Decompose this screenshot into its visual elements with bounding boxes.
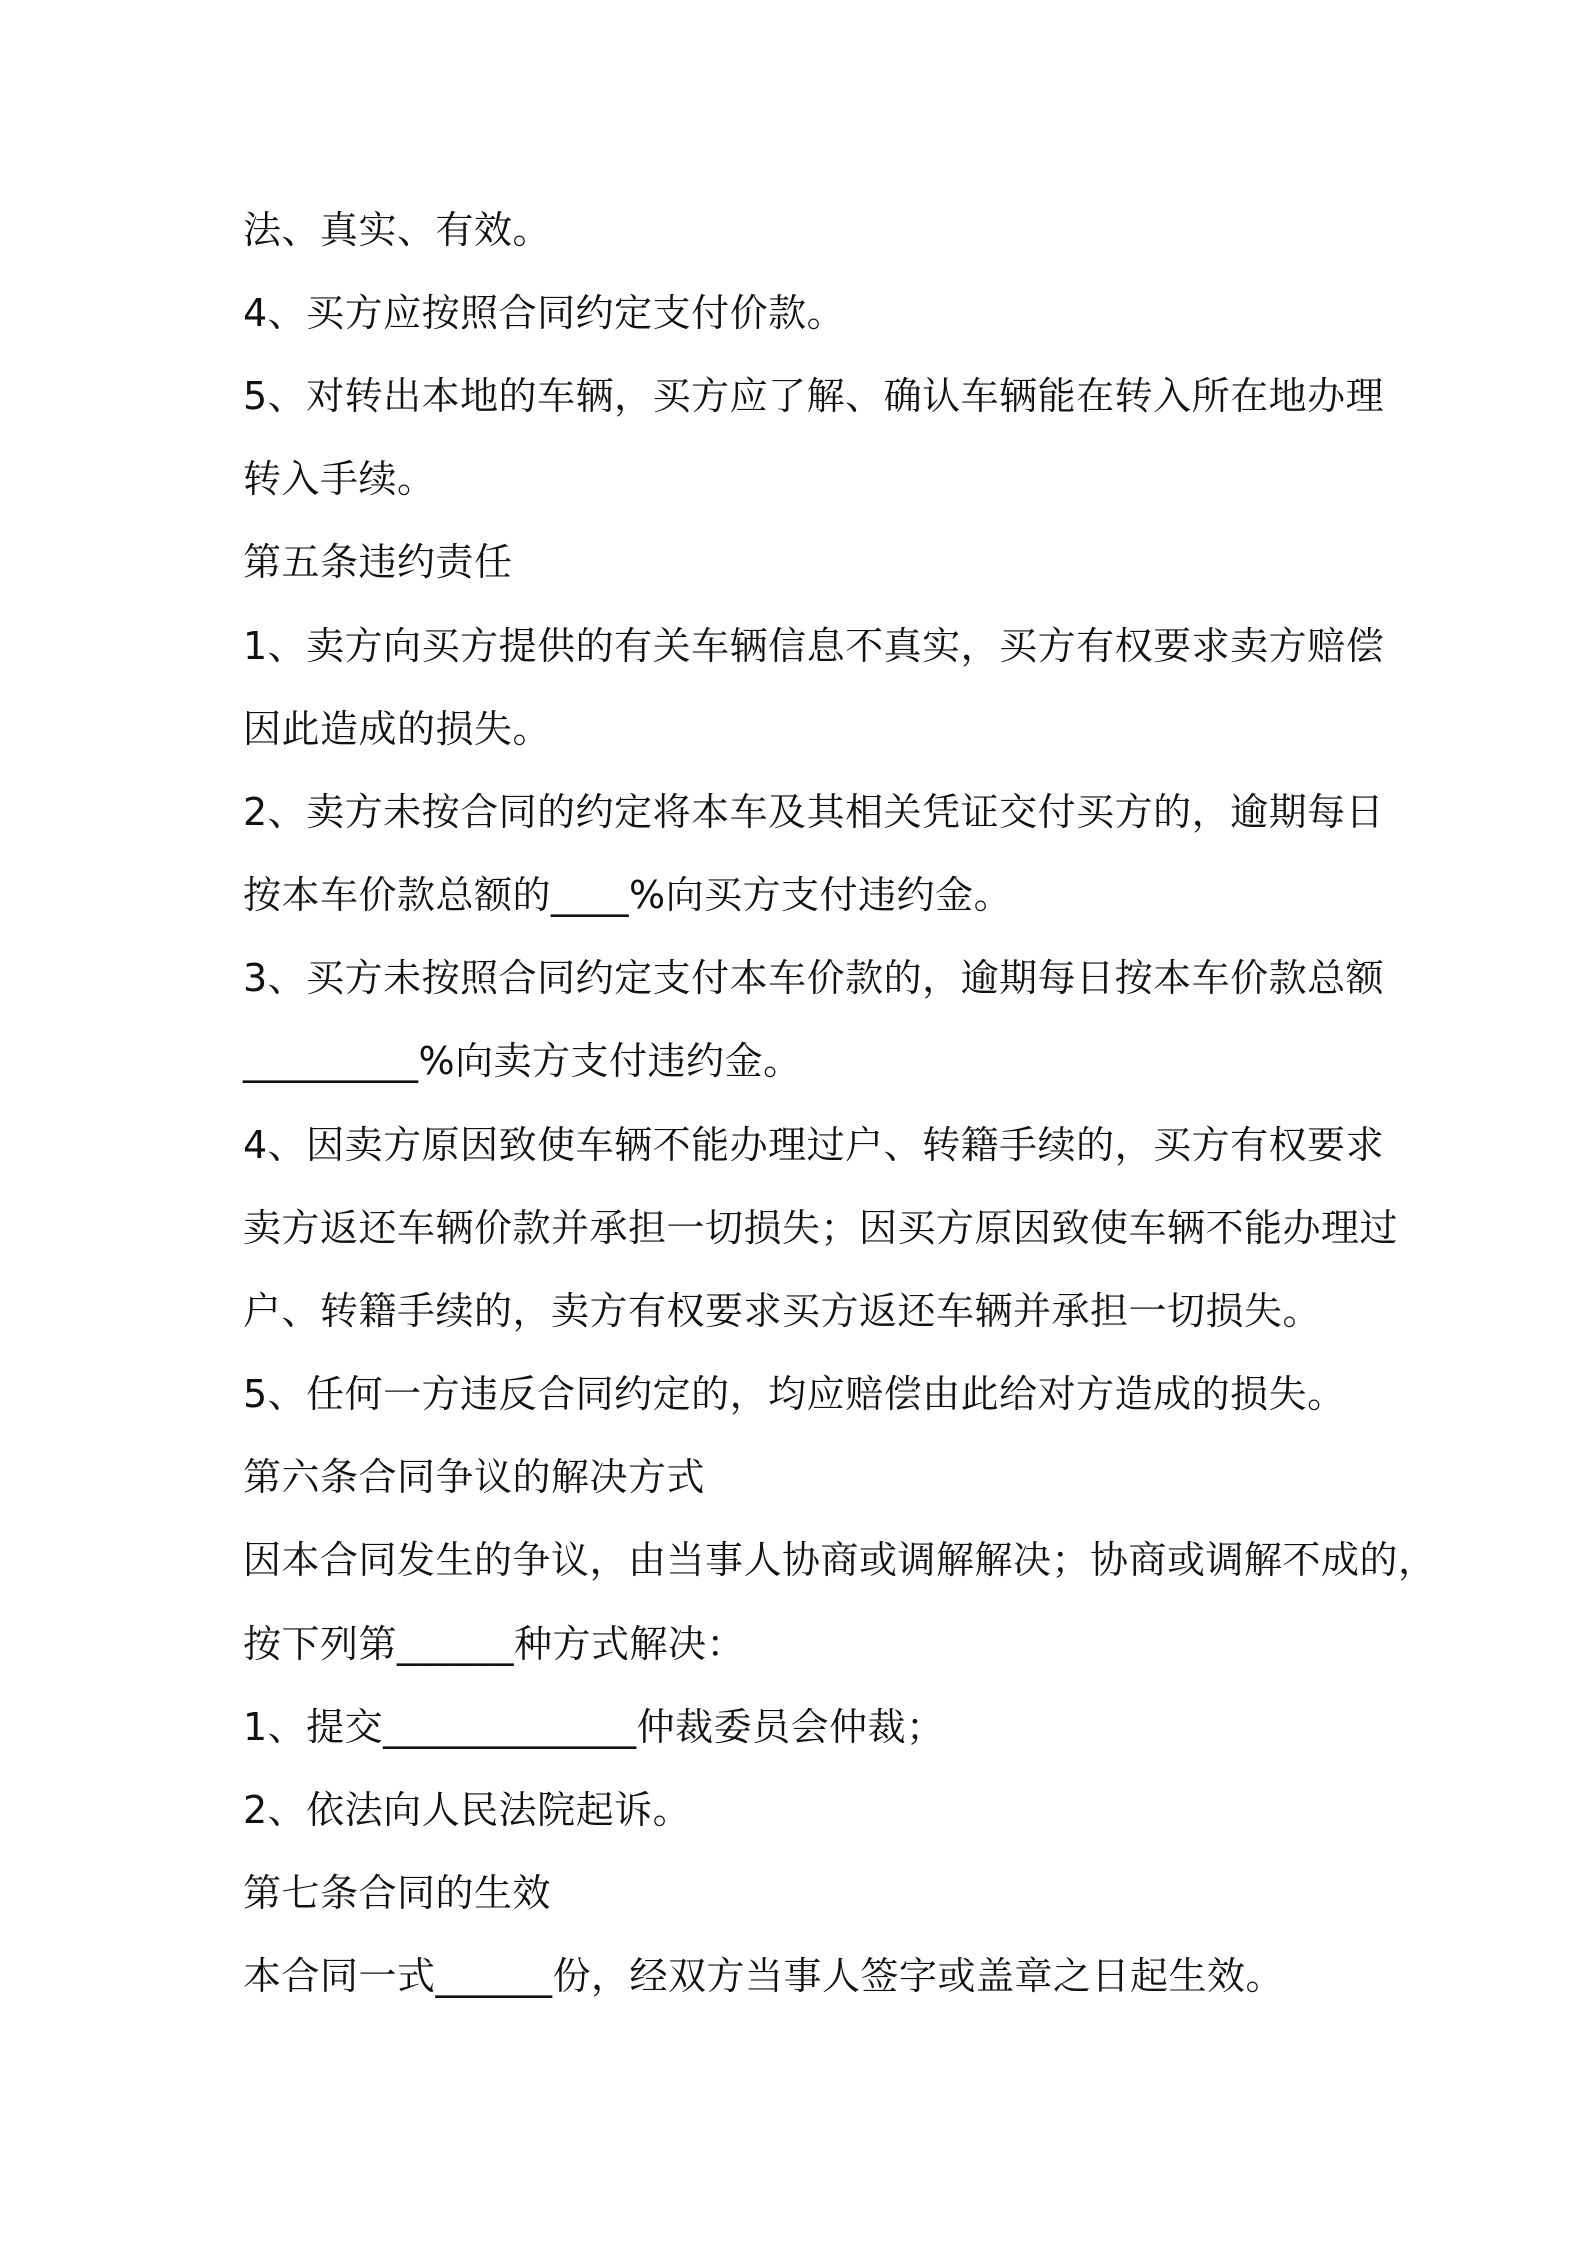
text-line: 4、买方应按照合同约定支付价款。 [243, 291, 846, 335]
text-line: 因本合同发生的争议，由当事人协商或调解解决；协商或调解不成的， [243, 1538, 1437, 1582]
text-line: 2、卖方未按合同的约定将本车及其相关凭证交付买方的，逾期每日 [243, 790, 1385, 834]
text-line: _________%向卖方支付违约金。 [243, 1039, 802, 1083]
text-line: 5、对转出本地的车辆，买方应了解、确认车辆能在转入所在地办理 [243, 374, 1385, 418]
text-line: 户、转籍手续的，卖方有权要求买方返还车辆并承担一切损失。 [243, 1289, 1322, 1333]
text-line: 2、依法向人民法院起诉。 [243, 1788, 692, 1832]
text-line: 按下列第______种方式解决： [243, 1622, 746, 1666]
section-heading: 第五条违约责任 [243, 540, 513, 584]
text-line: 1、卖方向买方提供的有关车辆信息不真实，买方有权要求卖方赔偿 [243, 624, 1385, 668]
text-line: 按本车价款总额的____%向买方支付违约金。 [243, 873, 1013, 917]
section-heading: 第七条合同的生效 [243, 1871, 552, 1915]
text-line: 转入手续。 [243, 457, 436, 501]
text-line: 3、买方未按照合同约定支付本车价款的，逾期每日按本车价款总额 [243, 956, 1385, 1000]
text-line: 卖方返还车辆价款并承担一切损失；因买方原因致使车辆不能办理过 [243, 1206, 1399, 1250]
text-line: 1、提交_____________仲裁委员会仲裁； [243, 1705, 945, 1749]
text-line: 法、真实、有效。 [243, 208, 552, 252]
section-heading: 第六条合同争议的解决方式 [243, 1455, 706, 1499]
text-line: 本合同一式______份，经双方当事人签字或盖章之日起生效。 [243, 1954, 1285, 1998]
text-line: 4、因卖方原因致使车辆不能办理过户、转籍手续的，买方有权要求 [243, 1123, 1385, 1167]
text-line: 5、任何一方违反合同约定的，均应赔偿由此给对方造成的损失。 [243, 1372, 1346, 1416]
text-line: 因此造成的损失。 [243, 707, 552, 751]
